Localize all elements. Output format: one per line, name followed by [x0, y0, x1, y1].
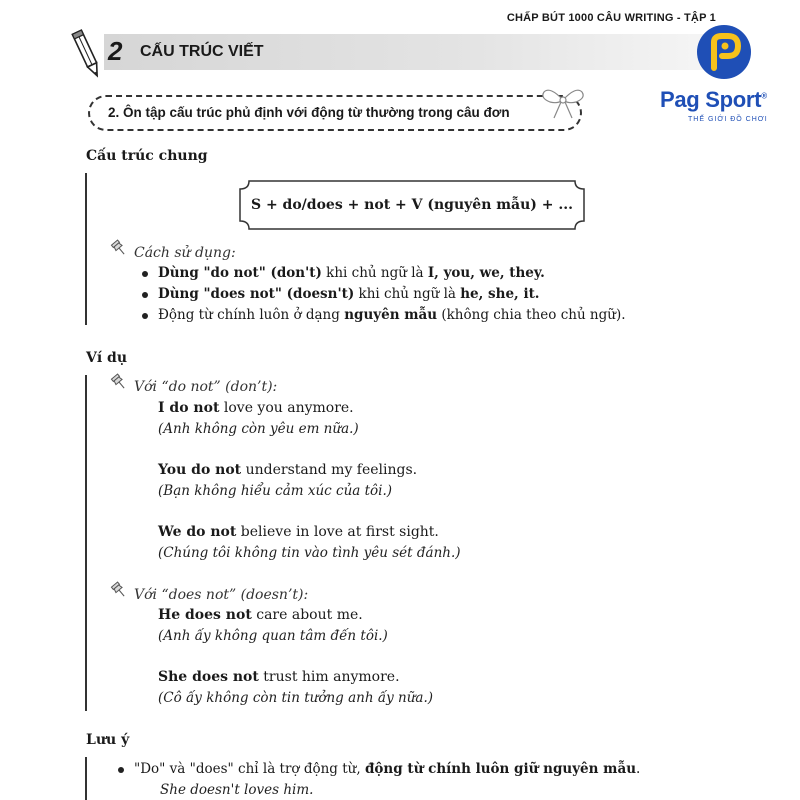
example-translation: (Bạn không hiểu cảm xúc của tôi.)	[158, 483, 393, 499]
logo-tagline: THẾ GIỚI ĐỒ CHƠI	[688, 116, 768, 123]
usage-item: Dùng "does not" (doesn't) khi chủ ngữ là he, she, it.	[142, 284, 702, 305]
general-heading: Cấu trúc chung	[86, 148, 208, 164]
ribbon-bow-icon	[540, 86, 586, 120]
example-sentence: She does not trust him anymore.	[158, 669, 400, 685]
do-not-label: Với “do not” (don’t):	[134, 379, 278, 395]
usage-item: Động từ chính luôn ở dạng nguyên mẫu (không chia theo chủ ngữ).	[142, 305, 702, 326]
example-sentence: We do not believe in love at first sight.	[158, 524, 439, 540]
pushpin-icon	[110, 581, 128, 599]
usage-list	[142, 263, 702, 326]
pencil-icon	[70, 28, 104, 80]
examples-left-rule	[85, 375, 87, 711]
example-sentence: He does not care about me.	[158, 607, 363, 623]
logo-brand-text: Pag Sport®	[660, 87, 767, 112]
usage-label: Cách sử dụng:	[134, 245, 236, 261]
usage-item: Dùng "do not" (don't) khi chủ ngữ là I, you, we, they.	[142, 263, 702, 284]
pushpin-icon	[110, 373, 128, 391]
examples-heading: Ví dụ	[86, 350, 128, 366]
example-translation: (Chúng tôi không tin vào tình yêu sét đánh.)	[158, 545, 461, 561]
example-translation: (Cô ấy không còn tin tưởng anh ấy nữa.)	[158, 690, 434, 706]
note-heading: Lưu ý	[86, 732, 130, 748]
example-translation: (Anh ấy không quan tâm đến tôi.)	[158, 628, 388, 644]
note-list	[118, 759, 718, 780]
formula-text: S + do/does + not + V (nguyên mẫu) + ...	[250, 197, 574, 213]
note-item: "Do" và "does" chỉ là trợ động từ, động từ chính luôn giữ nguyên mẫu.	[118, 759, 718, 780]
note-left-rule	[85, 757, 87, 800]
note-example: She doesn't loves him.	[160, 782, 314, 798]
example-sentence: You do not understand my feelings.	[158, 462, 418, 478]
example-sentence: I do not love you anymore.	[158, 400, 354, 416]
section-number: 2	[108, 36, 123, 66]
subsection-title: 2. Ôn tập cấu trúc phủ định với động từ thường trong câu đơn	[108, 105, 510, 120]
pag-sport-logo-icon	[696, 24, 752, 80]
pushpin-icon	[110, 239, 128, 257]
general-left-rule	[85, 173, 87, 325]
example-translation: (Anh không còn yêu em nữa.)	[158, 421, 359, 437]
does-not-label: Với “does not” (doesn’t):	[134, 587, 309, 603]
section-title: CẤU TRÚC VIẾT	[140, 43, 264, 60]
book-header: CHẤP BÚT 1000 CÂU WRITING - TẬP 1	[506, 12, 716, 24]
